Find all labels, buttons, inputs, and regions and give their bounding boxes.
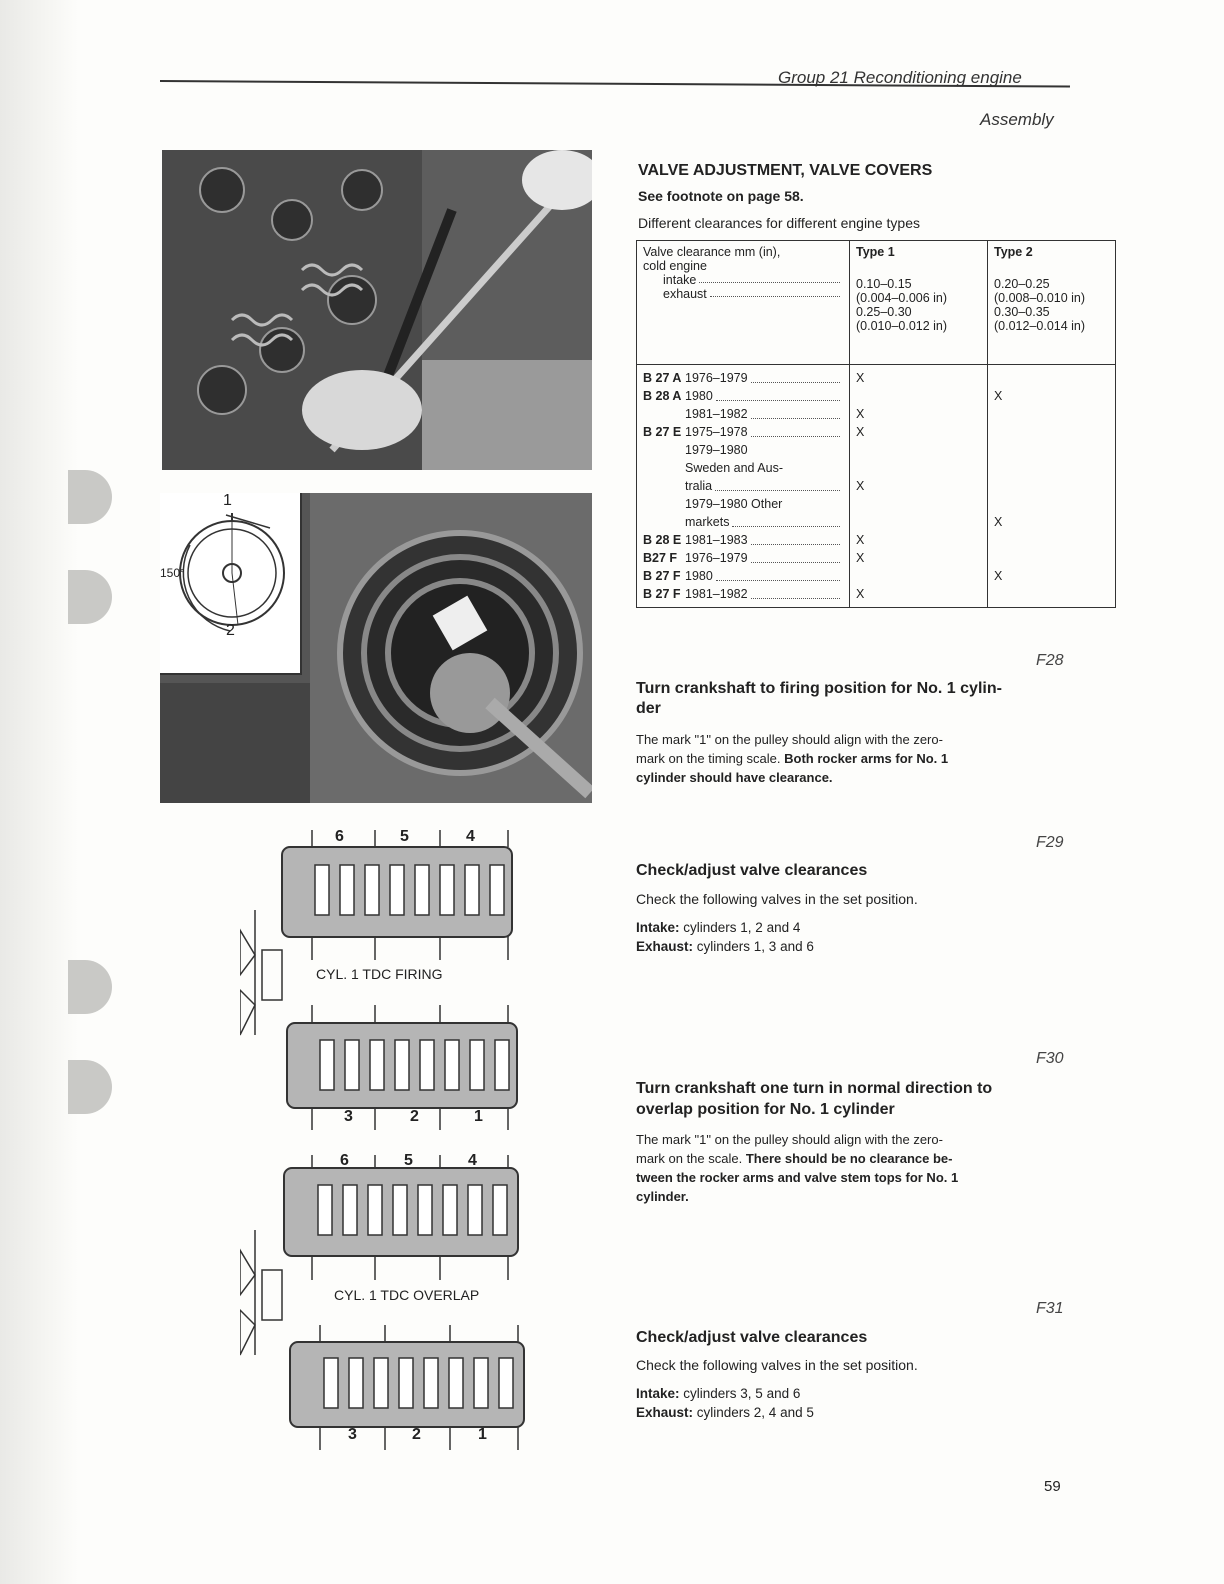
model-column: [637, 365, 850, 608]
tdc-overlap-diagram: [240, 1150, 540, 1460]
firing-top-num-5: 5: [400, 828, 409, 845]
timing-mark-inset: [160, 493, 302, 675]
engine-years: 1979–1980: [685, 443, 748, 457]
type2-mark: [994, 585, 1109, 603]
intake-row-label: [643, 273, 843, 287]
engine-years: tralia: [685, 479, 713, 493]
type2-mark: X: [994, 389, 1003, 403]
f29-intake-value: cylinders 1, 2 and 4: [683, 920, 801, 935]
type1-exhaust-in: (0.010–0.012 in): [856, 319, 948, 333]
intro-text: Different clearances for different engine types: [638, 215, 920, 231]
spec-line2: cold engine: [643, 259, 707, 273]
firing-bottom-num-1: 1: [474, 1108, 483, 1125]
type1-intake-in: (0.004–0.006 in): [856, 291, 948, 305]
engine-model: B 27 E: [643, 425, 682, 439]
overlap-caption: CYL. 1 TDC OVERLAP: [334, 1287, 480, 1303]
firing-bottom-num-3: 3: [344, 1108, 353, 1125]
table-row: [643, 423, 843, 441]
f28-body-line2: mark on the timing scale.: [636, 751, 781, 766]
page-edge-shadow: [0, 0, 78, 1584]
type2-mark: [994, 549, 1109, 567]
firing-top-num-6: 6: [335, 828, 344, 845]
type2-heading: Type 2: [994, 245, 1033, 259]
footnote-ref: See footnote on page 58.: [638, 188, 804, 204]
table-row: [643, 459, 843, 477]
pulley-mark-2: 2: [226, 622, 235, 639]
table-header-spec: [637, 241, 850, 365]
f29-exhaust: [636, 937, 814, 956]
type1-mark: X: [856, 533, 865, 547]
type2-mark: [994, 531, 1109, 549]
table-header-type1: [850, 241, 988, 365]
type2-mark: [994, 459, 1109, 477]
figure-label-f29: F29: [1036, 834, 1064, 851]
type2-exhaust: 0.30–0.35: [994, 305, 1050, 319]
engine-model: B 28 E: [643, 533, 682, 547]
engine-years: 1981–1983: [685, 533, 748, 547]
f28-title-line1: Turn crankshaft to firing position for No. 1 cylin-: [636, 680, 1002, 697]
figure-label-f28: F28: [1036, 652, 1064, 669]
table-header-type2: [988, 241, 1116, 365]
type2-mark: [994, 477, 1109, 495]
f31-exhaust-value: cylinders 2, 4 and 5: [696, 1405, 814, 1420]
type1-mark: [856, 567, 981, 585]
f31-exhaust: [636, 1403, 814, 1422]
f29-exhaust-value: cylinders 1, 3 and 6: [696, 939, 814, 954]
f30-body-line1: The mark "1" on the pulley should align with the zero-: [636, 1132, 943, 1147]
table-row: [643, 567, 843, 585]
f30-title-line1: Turn crankshaft one turn in normal direction to: [636, 1080, 993, 1097]
pulley-mark-1: 1: [223, 492, 232, 509]
engine-model: [643, 441, 685, 459]
table-row: [643, 495, 843, 513]
type2-intake: 0.20–0.25: [994, 277, 1050, 291]
f31-intake: [636, 1384, 800, 1403]
engine-model: [643, 459, 685, 477]
f30-body-line2: mark on the scale.: [636, 1151, 743, 1166]
f31-intake-label: Intake:: [636, 1386, 680, 1401]
type2-mark: [994, 405, 1109, 423]
overlap-top-num-6: 6: [340, 1152, 349, 1169]
exhaust-row-label: [643, 287, 843, 301]
type1-intake: 0.10–0.15: [856, 277, 912, 291]
type2-column: [988, 365, 1116, 608]
type1-heading: Type 1: [856, 245, 895, 259]
f28-title-line2: der: [636, 700, 661, 717]
engine-model: [643, 513, 685, 531]
type1-mark: X: [856, 587, 865, 601]
f28-body-line2-bold: Both rocker arms for No. 1: [784, 751, 949, 766]
engine-years: 1981–1982: [685, 587, 748, 601]
type1-mark: X: [856, 425, 865, 439]
overlap-bottom-num-3: 3: [348, 1426, 357, 1443]
engine-model: B27 F: [643, 551, 678, 565]
engine-years: markets: [685, 515, 730, 529]
overlap-bottom-num-2: 2: [412, 1426, 421, 1443]
engine-years: 1976–1979: [685, 371, 748, 385]
engine-years: 1976–1979: [685, 551, 748, 565]
figure-label-f30: F30: [1036, 1050, 1064, 1067]
type2-exhaust-in: (0.012–0.014 in): [994, 319, 1086, 333]
section-title: VALVE ADJUSTMENT, VALVE COVERS: [638, 162, 933, 179]
type1-exhaust: 0.25–0.30: [856, 305, 912, 319]
figure-label-f31: F31: [1036, 1300, 1064, 1317]
type1-mark: [856, 459, 981, 477]
engine-years: 1975–1978: [685, 425, 748, 439]
f30-title-line2: overlap position for No. 1 cylinder: [636, 1101, 895, 1118]
overlap-top-num-5: 5: [404, 1152, 413, 1169]
page-number: 59: [1044, 1478, 1061, 1495]
binder-hole: [68, 960, 112, 1014]
f31-title: Check/adjust valve clearances: [636, 1329, 868, 1346]
type2-mark: [994, 369, 1109, 387]
clearance-table: [636, 240, 1116, 608]
intake-label: intake: [663, 273, 697, 287]
engine-model: [643, 495, 685, 513]
type1-mark: X: [856, 551, 865, 565]
type1-mark: [856, 387, 981, 405]
engine-model: B 27 A: [643, 371, 682, 385]
firing-caption: CYL. 1 TDC FIRING: [316, 966, 443, 982]
engine-years: 1981–1982: [685, 407, 748, 421]
f30-body-line3-bold: tween the rocker arms and valve stem tops for No. 1: [636, 1170, 959, 1185]
table-row: [643, 405, 843, 423]
type2-mark: X: [994, 569, 1003, 583]
engine-model: [643, 477, 685, 495]
type1-column: [850, 365, 988, 608]
binder-hole: [68, 470, 112, 524]
overlap-bottom-num-1: 1: [478, 1426, 487, 1443]
table-row: [643, 387, 843, 405]
f29-body: Check the following valves in the set position.: [636, 891, 918, 907]
f28-body-line1: The mark "1" on the pulley should align with the zero-: [636, 732, 943, 747]
engine-model: B 27 F: [643, 569, 681, 583]
table-row: [643, 513, 843, 531]
type1-mark: [856, 513, 981, 531]
overlap-top-num-4: 4: [468, 1152, 477, 1169]
type2-mark: X: [994, 515, 1003, 529]
f30-body-line2-bold: There should be no clearance be-: [745, 1151, 953, 1166]
type1-mark: X: [856, 479, 865, 493]
pulley-angle-label: 150°: [160, 566, 185, 580]
table-row: [643, 441, 843, 459]
engine-years: 1979–1980 Other: [685, 497, 783, 511]
spec-line1: Valve clearance mm (in),: [643, 245, 781, 259]
f31-intake-value: cylinders 3, 5 and 6: [683, 1386, 801, 1401]
type1-mark: [856, 495, 981, 513]
table-row: [643, 369, 843, 387]
table-row: [643, 549, 843, 567]
type2-mark: [994, 441, 1109, 459]
f29-intake: [636, 918, 800, 937]
f28-body: [636, 730, 948, 787]
binder-hole: [68, 1060, 112, 1114]
engine-model: B 28 A: [643, 389, 682, 403]
f31-body: Check the following valves in the set position.: [636, 1357, 918, 1373]
table-row: [643, 531, 843, 549]
engine-years: Sweden and Aus-: [685, 461, 783, 475]
f30-body-line4-bold: cylinder.: [636, 1189, 689, 1204]
header-group: Group 21 Reconditioning engine: [778, 68, 1022, 87]
f29-exhaust-label: Exhaust:: [636, 939, 694, 954]
engine-model: B 27 F: [643, 587, 681, 601]
engine-years: 1980: [685, 389, 713, 403]
header-section: Assembly: [980, 110, 1054, 129]
f30-body: [636, 1130, 958, 1206]
type2-mark: [994, 495, 1109, 513]
table-row: [643, 585, 843, 603]
table-row: [643, 477, 843, 495]
engine-model: [643, 405, 685, 423]
type1-mark: [856, 441, 981, 459]
firing-bottom-num-2: 2: [410, 1108, 419, 1125]
type2-intake-in: (0.008–0.010 in): [994, 291, 1086, 305]
f31-exhaust-label: Exhaust:: [636, 1405, 694, 1420]
binder-hole: [68, 570, 112, 624]
valve-adjustment-photo: [162, 150, 592, 470]
firing-top-num-4: 4: [466, 828, 475, 845]
f29-title: Check/adjust valve clearances: [636, 862, 868, 879]
type1-mark: X: [856, 371, 865, 385]
type1-mark: X: [856, 407, 865, 421]
exhaust-label: exhaust: [663, 287, 707, 301]
type2-mark: [994, 423, 1109, 441]
f28-body-line3-bold: cylinder should have clearance.: [636, 770, 833, 785]
f29-intake-label: Intake:: [636, 920, 680, 935]
engine-years: 1980: [685, 569, 713, 583]
